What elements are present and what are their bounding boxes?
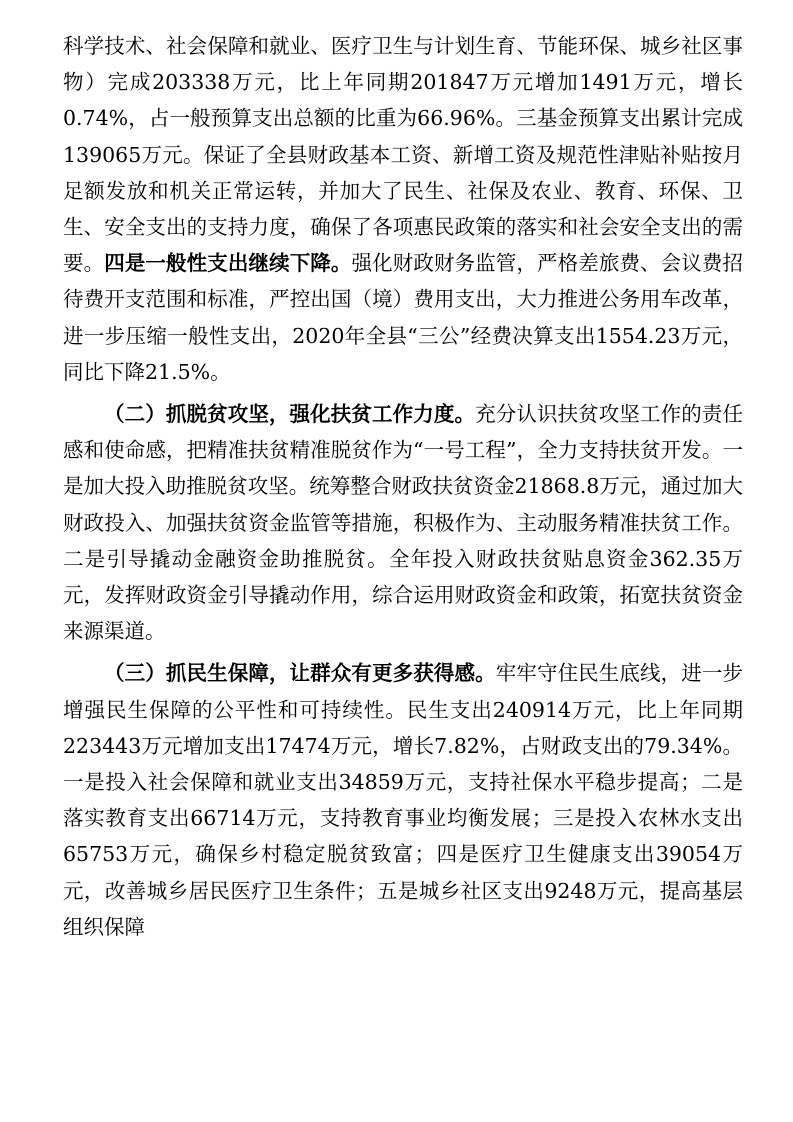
document-page	[63, 28, 743, 945]
paragraph-livelihood-security	[63, 655, 743, 945]
paragraph-text: 牢牢守住民生底线，进一步增强民生保障的公平性和可持续性。民生支出240914万元，比上年同期223443万元增加支出17474万元，增长7.82%，占财政支出的79.34%。一是投入社会保障和就业支出34859万元，支持社保水平稳步提高；二是落实教育支出66714万元，支持教育事业均衡发展；三是投入农林水支出65753万元，确保乡村稳定脱贫致富；四是医疗卫生健康支出39054万元，改善城乡居民医疗卫生条件；五是城乡社区支出9248万元，提高基层组织保障	[63, 661, 744, 939]
paragraph-poverty-alleviation	[63, 396, 743, 649]
paragraph-text: 充分认识扶贫攻坚工作的责任感和使命感，把精准扶贫精准脱贫作为“一号工程”，全力支持扶贫开发。一是加大投入助推脱贫攻坚。统筹整合财政扶贫资金21868.8万元，通过加大财政投入、加强扶贫资金监管等措施，积极作为、主动服务精准扶贫工作。二是引导撬动金融资金助推脱贫。全年投入财政扶贫贴息资金362.35万元，发挥财政资金引导撬动作用，综合运用财政资金和政策，拓宽扶贫资金来源渠道。	[63, 402, 744, 644]
section-heading: （二）抓脱贫攻坚，强化扶贫工作力度。	[104, 402, 476, 427]
paragraph-fiscal-expenditure	[63, 28, 743, 390]
paragraph-text: 科学技术、社会保障和就业、医疗卫生与计划生育、节能环保、城乡社区事物）完成203338万元，比上年同期201847万元增加1491万元，增长0.74%，占一般预算支出总额的比重为66.96%。三基金预算支出累计完成139065万元。保证了全县财政基本工资、新增工资及规范性津贴补贴按月足额发放和机关正常运转，并加大了民生、社保及农业、教育、环保、卫生、安全支出的支持力度，确保了各项惠民政策的落实和社会安全支出的需要。	[63, 34, 743, 276]
section-heading: （三）抓民生保障，让群众有更多获得感。	[104, 661, 496, 686]
paragraph-text: 强化财政财务监管，严格差旅费、会议费招待费开支范围和标准，严控出国（境）费用支出，大力推进公务用车改革，进一步压缩一般性支出，2020年全县“三公”经费决算支出1554.23万元，同比下降21.5%。	[63, 251, 743, 384]
paragraph-lead-heading: 四是一般性支出继续下降。	[104, 251, 352, 276]
